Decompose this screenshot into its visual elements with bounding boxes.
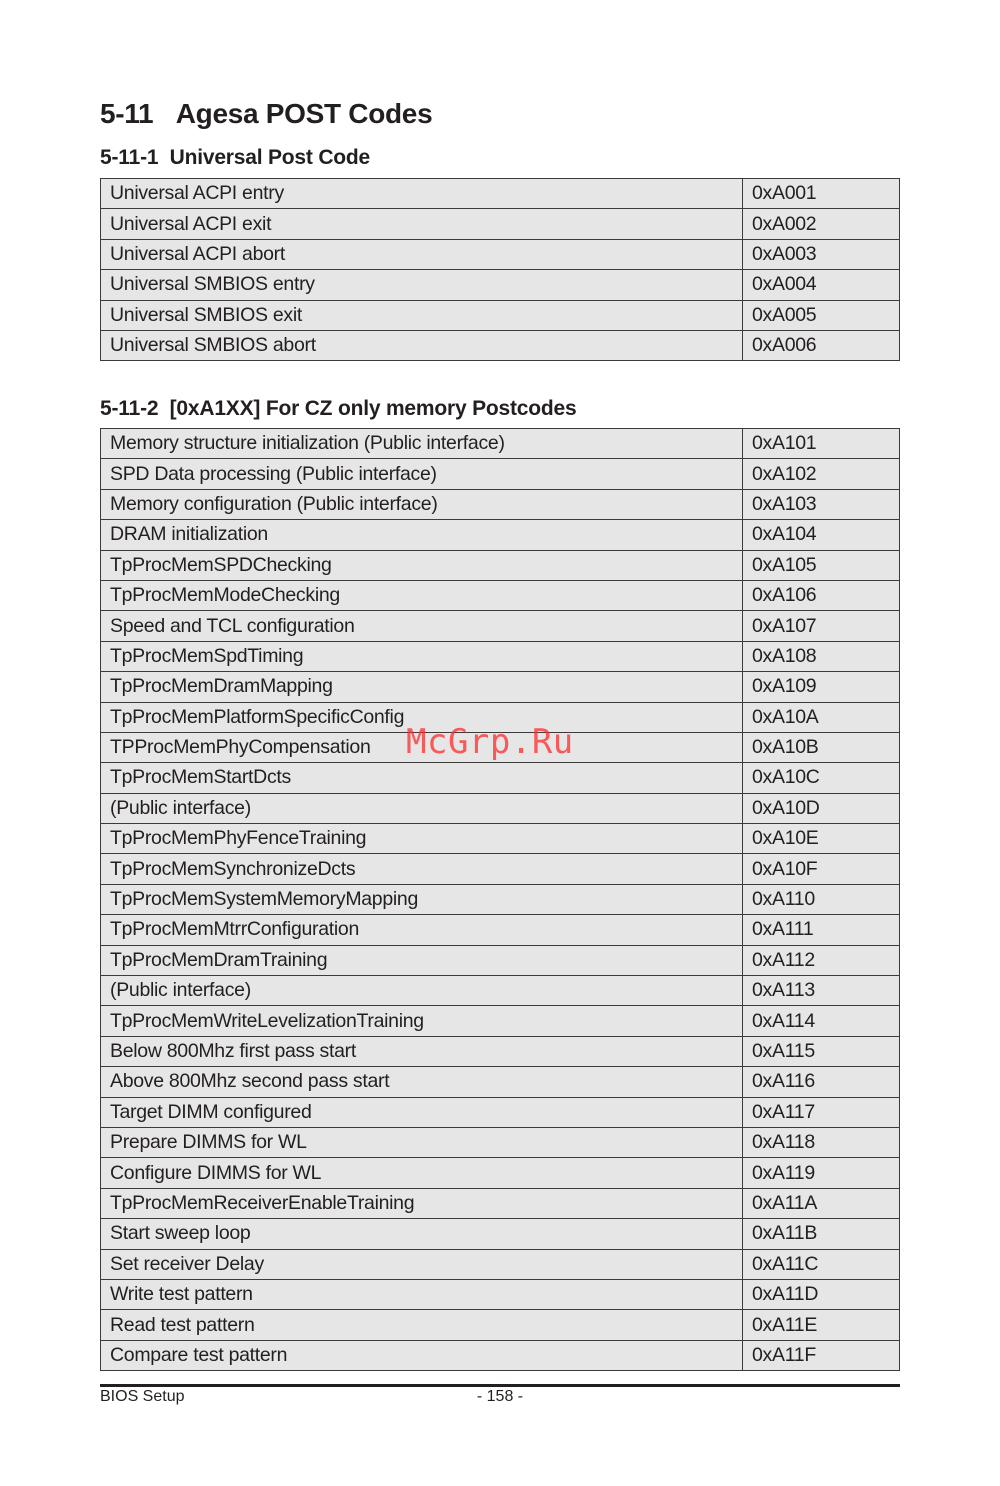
table-row [101, 763, 900, 793]
post-code-description: Universal ACPI abort [101, 239, 743, 269]
post-code-value: 0xA117 [743, 1097, 900, 1127]
post-code-description: Universal SMBIOS exit [101, 300, 743, 330]
watermark: McGrp.Ru [406, 722, 574, 762]
table-row [101, 641, 900, 671]
table-row [101, 239, 900, 269]
footer-section-label: BIOS Setup [100, 1388, 185, 1405]
post-code-description: Universal SMBIOS abort [101, 330, 743, 360]
table-row [101, 1036, 900, 1066]
table-row [101, 945, 900, 975]
table-row [101, 1340, 900, 1370]
post-code-description: Target DIMM configured [101, 1097, 743, 1127]
post-code-description: Write test pattern [101, 1279, 743, 1309]
post-code-description: Prepare DIMMS for WL [101, 1127, 743, 1157]
table-row [101, 1310, 900, 1340]
post-code-description: TpProcMemModeChecking [101, 580, 743, 610]
post-code-value: 0xA11C [743, 1249, 900, 1279]
table-row [101, 1006, 900, 1036]
post-code-value: 0xA11A [743, 1188, 900, 1218]
table-row [101, 1188, 900, 1218]
page-title: 5-11 Agesa POST Codes [100, 98, 433, 129]
post-code-description: SPD Data processing (Public interface) [101, 459, 743, 489]
post-code-description: DRAM initialization [101, 520, 743, 550]
post-code-description: Read test pattern [101, 1310, 743, 1340]
post-code-description: (Public interface) [101, 793, 743, 823]
table-row [101, 824, 900, 854]
table-row [101, 884, 900, 914]
post-code-value: 0xA114 [743, 1006, 900, 1036]
table-row [101, 611, 900, 641]
post-code-value: 0xA002 [743, 209, 900, 239]
post-code-description: TpProcMemSpdTiming [101, 641, 743, 671]
post-code-description: TpProcMemStartDcts [101, 763, 743, 793]
post-code-value: 0xA10B [743, 732, 900, 762]
post-code-value: 0xA10E [743, 824, 900, 854]
footer-divider [100, 1384, 900, 1387]
post-code-value: 0xA112 [743, 945, 900, 975]
post-code-value: 0xA10F [743, 854, 900, 884]
post-code-value: 0xA105 [743, 550, 900, 580]
post-code-value: 0xA106 [743, 580, 900, 610]
post-code-value: 0xA107 [743, 611, 900, 641]
table-row [101, 1158, 900, 1188]
table-row [101, 1279, 900, 1309]
post-code-value: 0xA006 [743, 330, 900, 360]
post-code-value: 0xA108 [743, 641, 900, 671]
post-code-description: TPProcMemPhyCompensation [101, 732, 743, 762]
post-code-value: 0xA110 [743, 884, 900, 914]
post-code-value: 0xA10D [743, 793, 900, 823]
table-row [101, 672, 900, 702]
table-row [101, 300, 900, 330]
table-row [101, 1219, 900, 1249]
post-code-value: 0xA10A [743, 702, 900, 732]
post-code-value: 0xA11F [743, 1340, 900, 1370]
post-code-description: Compare test pattern [101, 1340, 743, 1370]
post-code-description: TpProcMemWriteLevelizationTraining [101, 1006, 743, 1036]
post-code-value: 0xA109 [743, 672, 900, 702]
section-heading-universal-post-code: 5-11-1 Universal Post Code [100, 146, 371, 169]
post-code-value: 0xA113 [743, 976, 900, 1006]
post-code-value: 0xA101 [743, 429, 900, 459]
post-code-value: 0xA118 [743, 1127, 900, 1157]
post-code-value: 0xA004 [743, 270, 900, 300]
post-code-description: Universal SMBIOS entry [101, 270, 743, 300]
table-row [101, 976, 900, 1006]
table-row [101, 489, 900, 519]
post-code-description: TpProcMemSPDChecking [101, 550, 743, 580]
post-code-description: TpProcMemReceiverEnableTraining [101, 1188, 743, 1218]
post-code-value: 0xA11B [743, 1219, 900, 1249]
table-row [101, 732, 900, 762]
table-row [101, 1097, 900, 1127]
table-row [101, 330, 900, 360]
post-code-description: Speed and TCL configuration [101, 611, 743, 641]
post-code-value: 0xA111 [743, 915, 900, 945]
post-code-value: 0xA003 [743, 239, 900, 269]
post-code-description: Start sweep loop [101, 1219, 743, 1249]
post-code-value: 0xA103 [743, 489, 900, 519]
post-code-value: 0xA116 [743, 1067, 900, 1097]
memory-postcodes-table [100, 428, 900, 1371]
post-code-description: Configure DIMMS for WL [101, 1158, 743, 1188]
post-code-description: Universal ACPI exit [101, 209, 743, 239]
table-row [101, 209, 900, 239]
post-code-description: TpProcMemDramTraining [101, 945, 743, 975]
post-code-value: 0xA119 [743, 1158, 900, 1188]
post-code-value: 0xA102 [743, 459, 900, 489]
table-row [101, 459, 900, 489]
post-code-value: 0xA10C [743, 763, 900, 793]
table-row [101, 429, 900, 459]
table-row [101, 1067, 900, 1097]
post-code-description: (Public interface) [101, 976, 743, 1006]
post-code-description: TpProcMemPlatformSpecificConfig [101, 702, 743, 732]
post-code-value: 0xA11E [743, 1310, 900, 1340]
post-code-value: 0xA001 [743, 179, 900, 209]
post-code-description: Above 800Mhz second pass start [101, 1067, 743, 1097]
page-number: - 158 - [476, 1388, 524, 1405]
table-row [101, 520, 900, 550]
table-row [101, 1249, 900, 1279]
post-code-value: 0xA11D [743, 1279, 900, 1309]
table-row [101, 270, 900, 300]
table-row [101, 854, 900, 884]
post-code-value: 0xA115 [743, 1036, 900, 1066]
post-code-description: Memory structure initialization (Public interface) [101, 429, 743, 459]
table-row [101, 550, 900, 580]
universal-post-code-table-body [101, 179, 900, 361]
post-code-value: 0xA005 [743, 300, 900, 330]
table-row [101, 179, 900, 209]
universal-post-code-table [100, 178, 900, 361]
post-code-description: TpProcMemSystemMemoryMapping [101, 884, 743, 914]
table-row [101, 793, 900, 823]
section-heading-memory-postcodes: 5-11-2 [0xA1XX] For CZ only memory Postcodes [100, 397, 577, 420]
table-row [101, 1127, 900, 1157]
post-code-value: 0xA104 [743, 520, 900, 550]
post-code-description: TpProcMemPhyFenceTraining [101, 824, 743, 854]
memory-postcodes-table-body [101, 429, 900, 1371]
post-code-description: Below 800Mhz first pass start [101, 1036, 743, 1066]
post-code-description: Memory configuration (Public interface) [101, 489, 743, 519]
table-row [101, 702, 900, 732]
post-code-description: Set receiver Delay [101, 1249, 743, 1279]
post-code-description: TpProcMemSynchronizeDcts [101, 854, 743, 884]
table-row [101, 580, 900, 610]
post-code-description: TpProcMemMtrrConfiguration [101, 915, 743, 945]
post-code-description: TpProcMemDramMapping [101, 672, 743, 702]
table-row [101, 915, 900, 945]
post-code-description: Universal ACPI entry [101, 179, 743, 209]
